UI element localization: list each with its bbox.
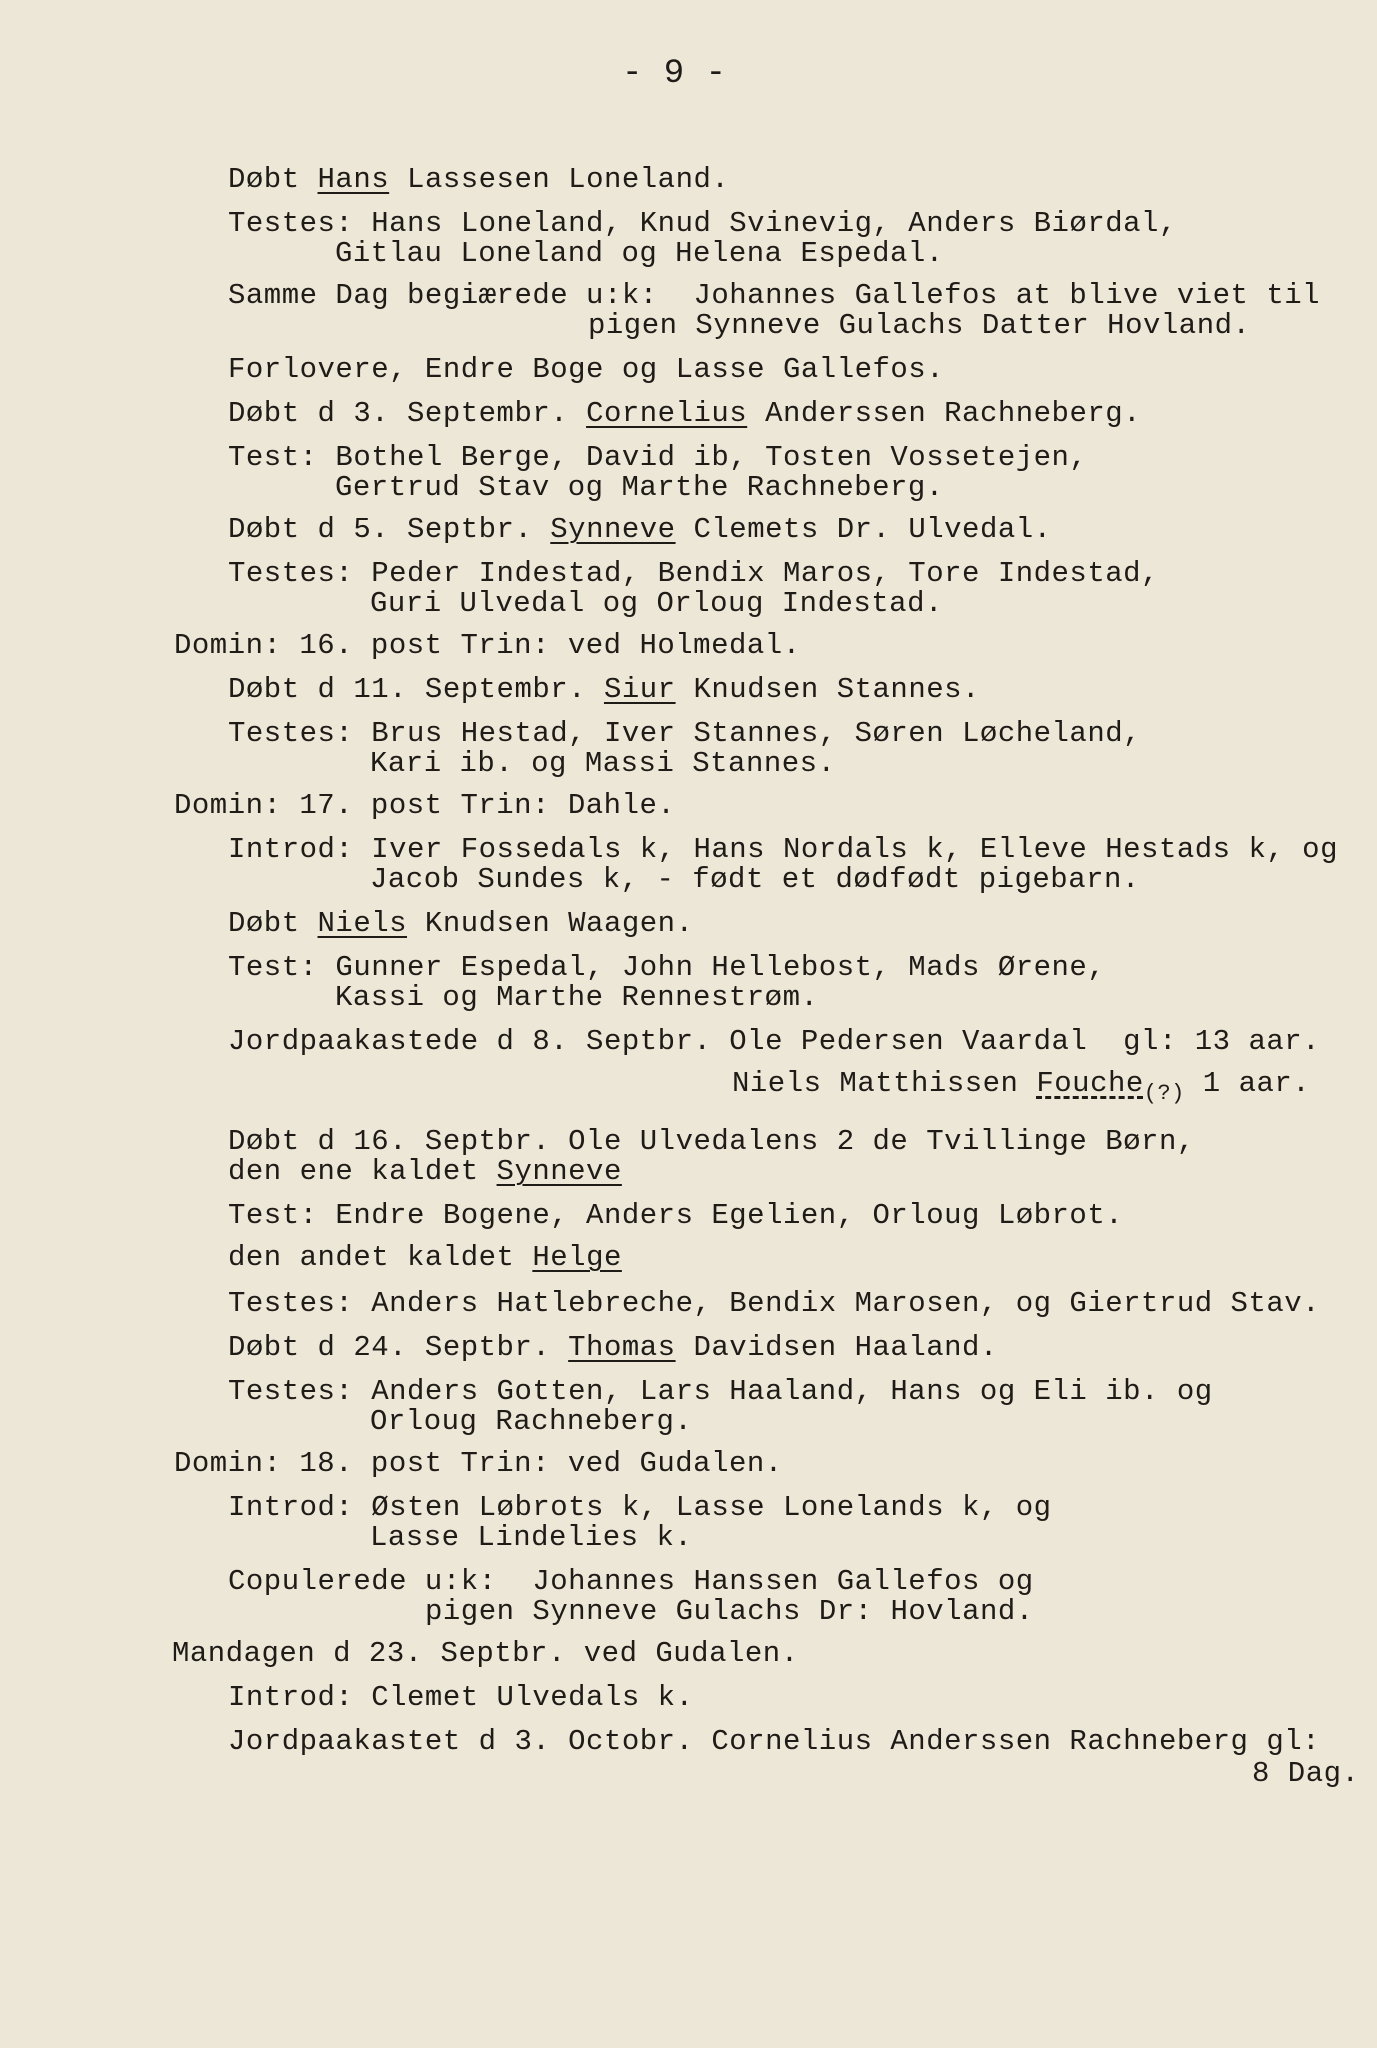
text-line: Guri Ulvedal og Orloug Indestad. bbox=[370, 587, 943, 620]
text-line: Døbt Niels Knudsen Waagen. bbox=[228, 907, 694, 940]
text-line: Mandagen d 23. Septbr. ved Gudalen. bbox=[172, 1637, 799, 1670]
text-line: Døbt d 16. Septbr. Ole Ulvedalens 2 de Tvillinge Børn, bbox=[228, 1125, 1195, 1158]
text-line: Copulerede u:k: Johannes Hanssen Gallefos og bbox=[228, 1565, 1034, 1598]
text-line: Niels Matthissen Fouche$_{(?)}$ 1 aar. bbox=[732, 1067, 1311, 1106]
text-line: Jordpaakastet d 3. Octobr. Cornelius Anderssen Rachneberg gl: bbox=[228, 1725, 1321, 1758]
text-line: Testes: Peder Indestad, Bendix Maros, Tore Indestad, bbox=[228, 557, 1159, 590]
text-line: Orloug Rachneberg. bbox=[370, 1405, 693, 1438]
text-line: Testes: Anders Gotten, Lars Haaland, Hans og Eli ib. og bbox=[228, 1375, 1213, 1408]
text-line: Kassi og Marthe Rennestrøm. bbox=[335, 981, 819, 1014]
text-line: Domin: 18. post Trin: ved Gudalen. bbox=[174, 1447, 783, 1480]
text-line: Test: Endre Bogene, Anders Egelien, Orloug Løbrot. bbox=[228, 1199, 1124, 1232]
text-line: Døbt d 24. Septbr. Thomas Davidsen Haaland. bbox=[228, 1331, 998, 1364]
text-line: Testes: Anders Hatlebreche, Bendix Marosen, og Giertrud Stav. bbox=[228, 1287, 1321, 1320]
text-line: Introd: Østen Løbrots k, Lasse Lonelands k, og bbox=[228, 1491, 1052, 1524]
text-line: Jacob Sundes k, - født et dødfødt pigebarn. bbox=[370, 863, 1140, 896]
text-line: Domin: 17. post Trin: Dahle. bbox=[174, 789, 676, 822]
text-line: Domin: 16. post Trin: ved Holmedal. bbox=[174, 629, 801, 662]
text-line: Gitlau Loneland og Helena Espedal. bbox=[335, 237, 944, 270]
text-line: Samme Dag begiærede u:k: Johannes Gallefos at blive viet til bbox=[228, 279, 1321, 312]
text-line: Døbt d 11. Septembr. Siur Knudsen Stannes. bbox=[228, 673, 980, 706]
text-line: Test: Gunner Espedal, John Hellebost, Mads Ørene, bbox=[228, 951, 1106, 984]
text-line: Døbt d 3. Septembr. Cornelius Anderssen Rachneberg. bbox=[228, 397, 1142, 430]
text-line: Testes: Hans Loneland, Knud Svinevig, Anders Biørdal, bbox=[228, 207, 1177, 240]
text-line: 8 Dag. bbox=[1252, 1757, 1360, 1790]
text-line: Testes: Brus Hestad, Iver Stannes, Søren Løcheland, bbox=[228, 717, 1142, 750]
text-line: Test: Bothel Berge, David ib, Tosten Vossetejen, bbox=[228, 441, 1088, 474]
text-line: pigen Synneve Gulachs Datter Hovland. bbox=[588, 309, 1251, 342]
page-number: - 9 - bbox=[622, 55, 727, 93]
text-line: Lasse Lindelies k. bbox=[370, 1521, 693, 1554]
text-line: den andet kaldet Helge bbox=[228, 1241, 622, 1274]
text-line: Forlovere, Endre Boge og Lasse Gallefos. bbox=[228, 353, 945, 386]
text-line: Gertrud Stav og Marthe Rachneberg. bbox=[335, 471, 944, 504]
text-line: Introd: Iver Fossedals k, Hans Nordals k, Elleve Hestads k, og bbox=[228, 833, 1338, 866]
text-line: Døbt Hans Lassesen Loneland. bbox=[228, 163, 730, 196]
text-line: Døbt d 5. Septbr. Synneve Clemets Dr. Ulvedal. bbox=[228, 513, 1052, 546]
text-line: den ene kaldet Synneve bbox=[228, 1155, 622, 1188]
text-line: pigen Synneve Gulachs Dr: Hovland. bbox=[425, 1595, 1034, 1628]
text-line: Kari ib. og Massi Stannes. bbox=[370, 747, 836, 780]
text-line: Jordpaakastede d 8. Septbr. Ole Pedersen Vaardal gl: 13 aar. bbox=[228, 1025, 1321, 1058]
text-line: Introd: Clemet Ulvedals k. bbox=[228, 1681, 694, 1714]
